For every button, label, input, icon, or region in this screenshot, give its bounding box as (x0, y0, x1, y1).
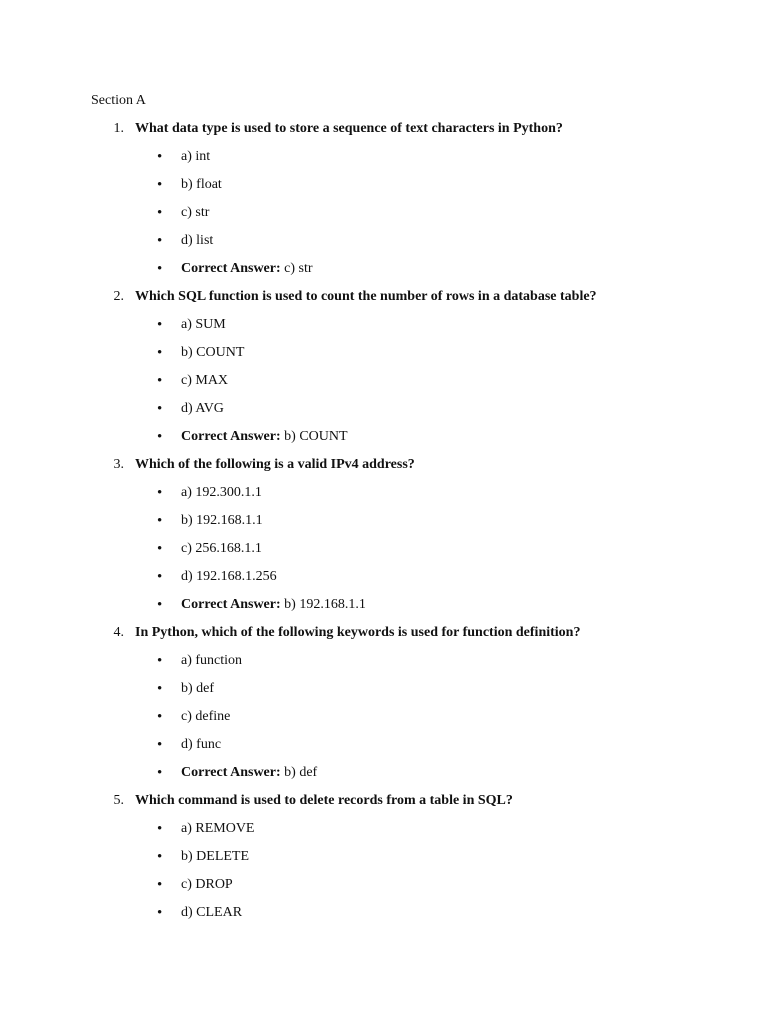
bullet-icon: • (157, 317, 163, 333)
bullet-icon: • (157, 905, 163, 921)
question-3-line (0, 456, 768, 484)
bullet-icon: • (157, 205, 163, 221)
option-item (0, 904, 768, 932)
option-item (0, 204, 768, 232)
correct-answer (181, 596, 366, 614)
correct-answer-item (0, 260, 768, 288)
option-item (0, 484, 768, 512)
correct-answer-label: Correct Answer: (181, 261, 281, 276)
bullet-icon: • (157, 485, 163, 501)
bullet-icon: • (157, 765, 163, 781)
option-item (0, 316, 768, 344)
option-item (0, 344, 768, 372)
option-text: d) func (181, 737, 222, 752)
question-text: Which command is used to delete records from a table in SQL? (135, 793, 513, 808)
option-text: d) list (181, 233, 214, 248)
question-number: 3. (113, 457, 124, 472)
question-1-line (0, 120, 768, 148)
option-text: a) SUM (181, 317, 226, 332)
option-text: d) AVG (181, 401, 224, 416)
question-4-line (0, 624, 768, 652)
question-text: Which SQL function is used to count the number of rows in a database table? (135, 289, 597, 304)
question-text: What data type is used to store a sequence of text characters in Python? (135, 121, 563, 136)
bullet-icon: • (157, 233, 163, 249)
bullet-icon: • (157, 345, 163, 361)
option-text: c) 256.168.1.1 (181, 541, 262, 556)
question-text: In Python, which of the following keywords is used for function definition? (135, 625, 581, 640)
correct-answer-item (0, 764, 768, 792)
option-text: d) CLEAR (181, 905, 243, 920)
bullet-icon: • (157, 849, 163, 865)
option-text: c) str (181, 205, 210, 220)
option-text: c) DROP (181, 877, 233, 892)
option-item (0, 176, 768, 204)
option-item (0, 708, 768, 736)
correct-answer (181, 428, 348, 446)
correct-answer-value: b) 192.168.1.1 (280, 597, 366, 612)
correct-answer-value: b) COUNT (280, 429, 348, 444)
question-4 (0, 624, 768, 792)
question-number: 2. (113, 289, 124, 304)
option-item (0, 848, 768, 876)
option-item (0, 568, 768, 596)
option-item (0, 820, 768, 848)
bullet-icon: • (157, 653, 163, 669)
option-item (0, 400, 768, 428)
option-text: a) REMOVE (181, 821, 255, 836)
question-2 (0, 288, 768, 456)
option-text: a) function (181, 653, 243, 668)
question-1 (0, 120, 768, 288)
bullet-icon: • (157, 261, 163, 277)
bullet-icon: • (157, 681, 163, 697)
question-5 (0, 792, 768, 932)
option-item (0, 736, 768, 764)
option-text: d) 192.168.1.256 (181, 569, 277, 584)
option-text: b) float (181, 177, 222, 192)
question-3 (0, 456, 768, 624)
option-item (0, 372, 768, 400)
option-text: b) DELETE (181, 849, 250, 864)
correct-answer-label: Correct Answer: (181, 765, 281, 780)
option-item (0, 680, 768, 708)
option-item (0, 232, 768, 260)
correct-answer-value: b) def (280, 765, 318, 780)
option-item (0, 876, 768, 904)
question-number: 1. (113, 121, 124, 136)
correct-answer-item (0, 596, 768, 624)
correct-answer-label: Correct Answer: (181, 429, 281, 444)
question-2-line (0, 288, 768, 316)
option-text: b) def (181, 681, 215, 696)
correct-answer-item (0, 428, 768, 456)
correct-answer (181, 260, 313, 278)
option-text: b) COUNT (181, 345, 245, 360)
correct-answer-value: c) str (280, 261, 313, 276)
bullet-icon: • (157, 569, 163, 585)
question-number: 5. (113, 793, 124, 808)
bullet-icon: • (157, 597, 163, 613)
correct-answer (181, 764, 317, 782)
bullet-icon: • (157, 429, 163, 445)
bullet-icon: • (157, 177, 163, 193)
option-text: c) define (181, 709, 231, 724)
option-text: a) int (181, 149, 211, 164)
bullet-icon: • (157, 513, 163, 529)
bullet-icon: • (157, 737, 163, 753)
option-item (0, 148, 768, 176)
bullet-icon: • (157, 401, 163, 417)
question-text: Which of the following is a valid IPv4 address? (135, 457, 415, 472)
option-text: a) 192.300.1.1 (181, 485, 262, 500)
bullet-icon: • (157, 821, 163, 837)
option-item (0, 512, 768, 540)
bullet-icon: • (157, 373, 163, 389)
option-item (0, 652, 768, 680)
option-text: c) MAX (181, 373, 229, 388)
bullet-icon: • (157, 877, 163, 893)
option-item (0, 540, 768, 568)
section-title: Section A (91, 93, 146, 108)
bullet-icon: • (157, 541, 163, 557)
bullet-icon: • (157, 149, 163, 165)
question-number: 4. (113, 625, 124, 640)
option-text: b) 192.168.1.1 (181, 513, 263, 528)
bullet-icon: • (157, 709, 163, 725)
correct-answer-label: Correct Answer: (181, 597, 281, 612)
question-5-line (0, 792, 768, 820)
question-list (0, 120, 768, 932)
